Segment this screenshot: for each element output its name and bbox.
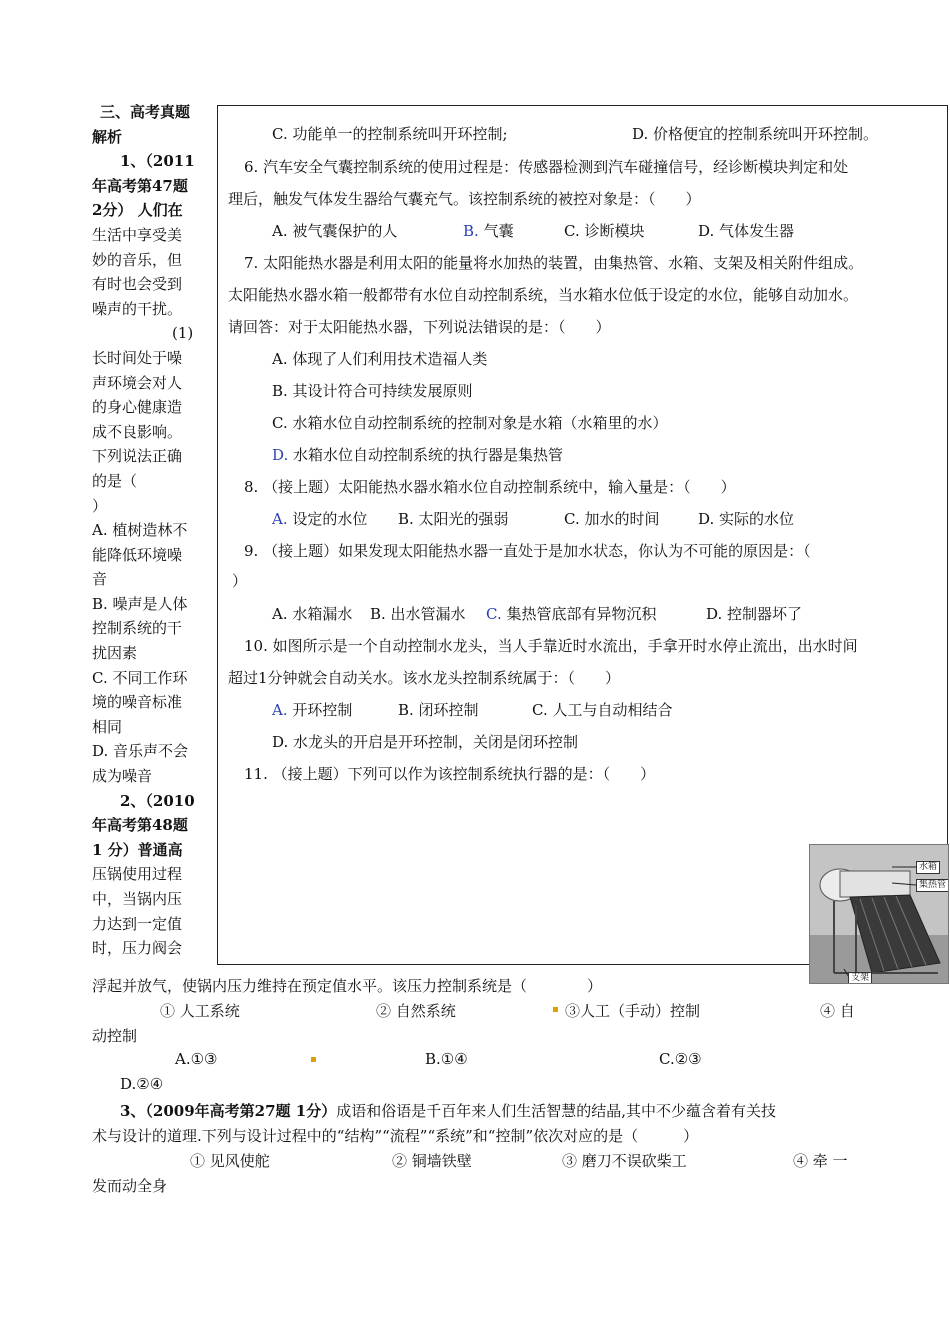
q9-option-c-text: 集热管底部有异物沉积 [506, 605, 657, 623]
left-column-line: ） [92, 496, 108, 515]
left-column-line: B. 噪声是人体 [92, 594, 188, 613]
label-water-tank: 水箱 [916, 861, 940, 874]
left-column-line: 1、（2011 [120, 152, 195, 171]
left-column-line: 的是（ [92, 471, 138, 490]
left-column-line: (1) [172, 324, 194, 343]
marker-dot: ▪ [552, 1004, 559, 1015]
q9-stem-line2: ） [232, 572, 248, 590]
q3-text-1: 成语和俗语是千百年来人们生活智慧的结晶,其中不少蕴含着有关技 [336, 1102, 777, 1120]
q2-option-4: ④ 自 [820, 1002, 855, 1020]
left-column-line: 能降低环境噪 [92, 545, 183, 564]
left-column-line: 压锅使用过程 [92, 865, 183, 884]
left-column-line: 三、高考真题 [100, 103, 191, 121]
q10-option-c: C. 人工与自动相结合 [532, 701, 673, 719]
q2-answer-b: B.①④ [425, 1050, 468, 1068]
q2-option-1: ① 人工系统 [160, 1002, 240, 1020]
q10-option-a-letter: A. [272, 701, 288, 719]
q10-option-a-text: 开环控制 [292, 701, 353, 719]
q8-option-a [272, 508, 367, 529]
left-column-line: 生活中享受美 [92, 225, 183, 244]
left-column-line: 成为噪音 [92, 767, 153, 786]
q10-stem-line1: 10. 如图所示是一个自动控制水龙头，当人手靠近时水流出，手拿开时水停止流出，出水时间 [244, 637, 858, 655]
q9-option-c [486, 603, 657, 624]
left-column-line: 年高考第47题 [92, 176, 188, 195]
left-column-line: 下列说法正确 [92, 447, 183, 466]
q7-option-d-text: 水箱水位自动控制系统的执行器是集热管 [293, 446, 564, 464]
q2-continuation: 浮起并放气，使锅内压力维持在预定值水平。该压力控制系统是（ ） [92, 977, 603, 995]
q9-stem-line1: 9. （接上题）如果发现太阳能热水器一直处于是加水状态，你认为不可能的原因是：（ [244, 542, 811, 560]
q2-option-3: ③人工（手动）控制 [565, 1002, 701, 1020]
left-column-line: 境的噪音标准 [92, 693, 183, 712]
q6-option-a: A. 被气囊保护的人 [272, 222, 398, 240]
q6-stem-line1: 6. 汽车安全气囊控制系统的使用过程是：传感器检测到汽车碰撞信号，经诊断模块判定和处 [244, 158, 849, 176]
q7-stem-line2: 太阳能热水器水箱一般都带有水位自动控制系统，当水箱水位低于设定的水位，能够自动加水。 [228, 286, 859, 304]
q9-option-c-letter: C. [486, 605, 502, 623]
q2-answer-d: D.②④ [120, 1075, 164, 1093]
q3-option-1: ① 见风使舵 [190, 1152, 270, 1170]
q10-stem-line2: 超过1分钟就会自动关水。该水龙头控制系统属于：（ ） [228, 669, 621, 687]
marker-dot: ▪ [310, 1054, 317, 1065]
left-column-line: 扰因素 [92, 644, 138, 663]
q3-option-2: ② 铜墙铁壁 [392, 1152, 472, 1170]
left-column-line: 的身心健康造 [92, 398, 183, 417]
left-column-line: 年高考第48题 [92, 816, 188, 835]
left-column-line: 时，压力阀会 [92, 939, 183, 958]
q3-stem-line1 [120, 1100, 776, 1121]
q7-option-a: A. 体现了人们利用技术造福人类 [272, 350, 488, 368]
q7-option-c: C. 水箱水位自动控制系统的控制对象是水箱（水箱里的水） [272, 414, 668, 432]
q3-heading: 3、（2009年高考第27题 1分） [120, 1102, 337, 1120]
q7-option-d-letter: D. [272, 446, 289, 464]
label-stand: 支架 [848, 972, 872, 984]
left-column-line: 中，当锅内压 [92, 890, 183, 908]
q10-option-b: B. 闭环控制 [398, 701, 479, 719]
q2-option-2: ② 自然系统 [376, 1002, 456, 1020]
q9-option-a: A. 水箱漏水 [272, 605, 353, 623]
q8-option-a-text: 设定的水位 [292, 510, 368, 528]
left-column-line: 2、（2010 [120, 791, 195, 810]
q9-option-d: D. 控制器坏了 [706, 605, 803, 623]
q6-stem-line2: 理后，触发气体发生器给气囊充气。该控制系统的被控对象是：（ ） [228, 190, 701, 208]
left-column-line: C. 不同工作环 [92, 668, 188, 687]
q8-option-c: C. 加水的时间 [564, 510, 660, 528]
left-column-line: 成不良影响。 [92, 422, 183, 441]
q6-option-c: C. 诊断模块 [564, 222, 645, 240]
left-column-line: 1 分）普通高 [92, 840, 183, 859]
q3-option-4-cont: 发而动全身 [92, 1177, 168, 1195]
label-collector-tube: 集热管 [916, 879, 949, 892]
left-column-line: A. 植树造林不 [92, 521, 188, 540]
q11-stem: 11. （接上题）下列可以作为该控制系统执行器的是：（ ） [244, 765, 656, 783]
q10-option-d: D. 水龙头的开启是开环控制，关闭是闭环控制 [272, 733, 579, 751]
q8-option-d: D. 实际的水位 [698, 510, 795, 528]
q10-option-a [272, 699, 352, 720]
q7-stem-line3: 请回答：对于太阳能热水器，下列说法错误的是：（ ） [228, 318, 611, 336]
q7-stem-line1: 7. 太阳能热水器是利用太阳的能量将水加热的装置，由集热管、水箱、支架及相关附件组成。 [244, 254, 864, 272]
q6-option-b-text: 气囊 [483, 222, 514, 240]
left-column-line: 解析 [92, 127, 123, 146]
q9-option-b: B. 出水管漏水 [370, 605, 466, 623]
q2-answer-c: C.②③ [659, 1050, 702, 1068]
q3-option-3: ③ 磨刀不误砍柴工 [562, 1152, 687, 1170]
q6-option-b-letter: B. [463, 222, 479, 240]
left-column [92, 100, 204, 961]
left-column-line: 有时也会受到 [92, 275, 183, 294]
q8-stem: 8. （接上题）太阳能热水器水箱水位自动控制系统中，输入量是：（ ） [244, 478, 736, 496]
q6-option-b [463, 220, 514, 241]
left-column-line: 2分） 人们在 [92, 201, 183, 220]
left-column-line: 音 [92, 570, 108, 589]
left-column-line: 噪声的干扰。 [92, 299, 183, 318]
q7-option-b: B. 其设计符合可持续发展原则 [272, 382, 473, 400]
q2-answer-a: A.①③ [175, 1050, 218, 1068]
left-column-line: 长时间处于噪 [92, 348, 183, 367]
left-column-line: D. 音乐声不会 [92, 742, 189, 761]
left-column-line: 力达到一定值 [92, 914, 183, 933]
q2-option-4-cont: 动控制 [92, 1027, 138, 1045]
left-column-line: 控制系统的干 [92, 619, 183, 638]
q8-option-b: B. 太阳光的强弱 [398, 510, 509, 528]
q7-option-d [272, 444, 563, 465]
left-column-line: 声环境会对人 [92, 373, 183, 392]
left-column-line: 相同 [92, 717, 123, 736]
q5-option-d: D. 价格便宜的控制系统叫开环控制。 [632, 125, 879, 143]
left-column-line: 妙的音乐，但 [92, 250, 183, 269]
solar-heater-figure [809, 844, 949, 984]
question-box [217, 105, 948, 965]
q5-option-c: C. 功能单一的控制系统叫开环控制; [272, 125, 508, 143]
q8-option-a-letter: A. [272, 510, 288, 528]
q6-option-d: D. 气体发生器 [698, 222, 795, 240]
q3-option-4: ④ 牵 一 [793, 1152, 848, 1170]
q3-stem-line2: 术与设计的道理.下列与设计过程中的“结构”“流程”“系统”和“控制”依次对应的是（ ） [92, 1127, 699, 1145]
